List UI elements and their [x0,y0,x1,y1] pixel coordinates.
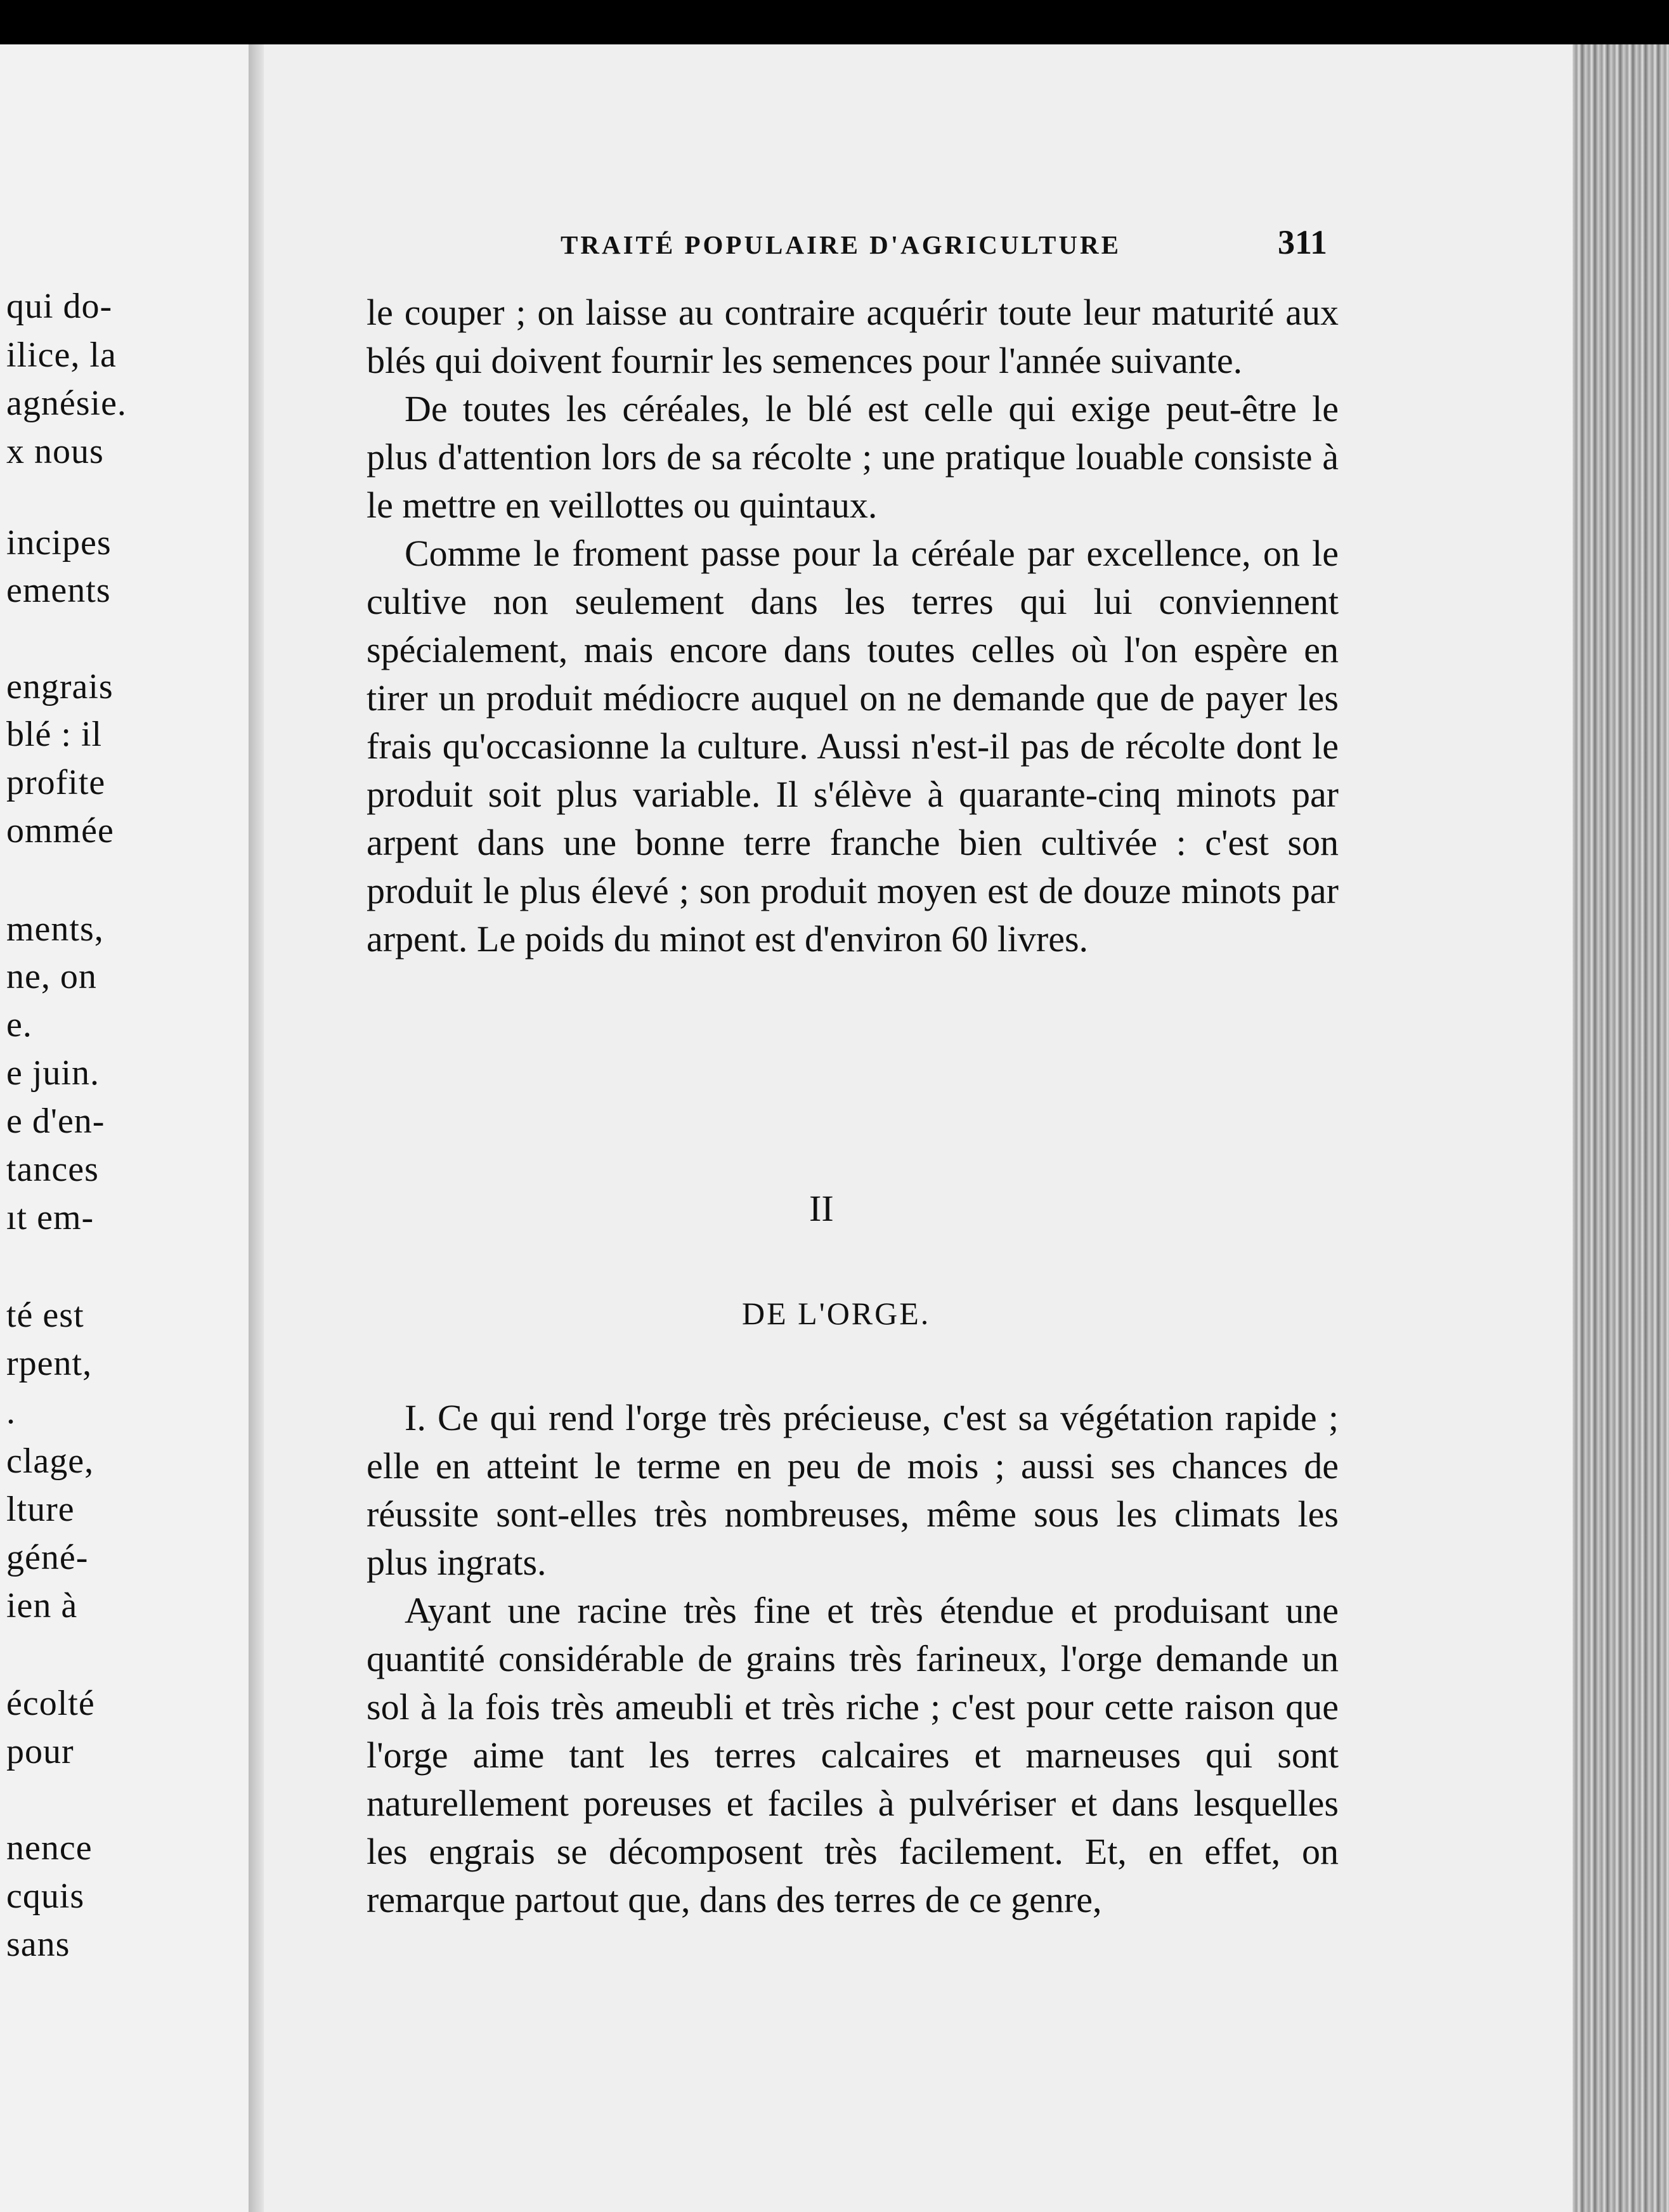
left-page-line: incipes [6,523,112,563]
page-number: 311 [1278,223,1328,261]
left-page-line: tances [6,1150,99,1189]
left-page-line: pour [6,1732,74,1771]
left-page-line: ien à [6,1586,78,1625]
paragraph: I. Ce qui rend l'orge très précieuse, c'est sa végétation rapide ; elle en atteint le terme en peu de mois ; aussi ses chances de réussite sont-elles très nombreuses, même sous les climats les plus ingrats. [367,1397,1339,1583]
paragraph: Ayant une racine très fine et très étendue et produisant une quantité considérable de grains très farineux, l'orge demande un sol à la fois très ameubli et très riche ; c'est pour cette raison que l'orge aime tant les terres calcaires et marneuses qui sont naturellement poreuses et faciles à pulvériser et dans lesquelles les engrais se décomposent très facilement. Et, en effet, on remarque partout que, dans des terres de ce genre, [367,1590,1339,1920]
left-page-line: x nous [6,432,104,471]
left-page-line: lture [6,1490,75,1529]
left-page-line: e juin. [6,1053,100,1093]
paragraph: le couper ; on laisse au contraire acquérir toute leur maturité aux blés qui doivent fournir les semences pour l'année suivante. [367,292,1339,381]
left-page-line: ommée [6,811,114,850]
left-page-line: ilice, la [6,335,117,375]
left-page-line: écolté [6,1684,95,1723]
section-number: II [809,1188,834,1229]
left-page-line: ne, on [6,957,97,996]
page-gutter [249,44,264,2212]
left-page-line: qui do- [6,287,113,326]
text-block-bottom [367,1394,1339,1924]
left-page-line: sans [6,1925,70,1964]
left-page [0,44,249,2212]
left-page-line: profite [6,763,106,802]
text-block-top [367,289,1339,963]
left-page-line: géné- [6,1538,89,1577]
section-title: DE L'ORGE. [742,1296,931,1331]
left-page-line: ıt em- [6,1198,94,1237]
left-page-line: e. [6,1005,32,1044]
left-page-line: ments, [6,909,104,949]
left-page-line: clage, [6,1441,94,1481]
running-head: TRAITÉ POPULAIRE D'AGRICULTURE [561,230,1121,259]
left-page-line: blé : il [6,715,103,754]
book-page-edge [1573,44,1669,2212]
left-page-line: rpent, [6,1344,93,1383]
left-page-line: nence [6,1828,93,1868]
left-page-line: e d'en- [6,1102,105,1141]
paragraph: De toutes les céréales, le blé est celle qui exige peut-être le plus d'attention lors de sa récolte ; une pratique louable consiste à le mettre en veillottes ou quintaux. [367,388,1339,526]
left-page-line: ements [6,571,111,610]
left-page-line: té est [6,1296,84,1335]
left-page-line: cquis [6,1877,85,1916]
paragraph: Comme le froment passe pour la céréale par excellence, on le cultive non seulement dans les terres qui lui conviennent spécialement, mais encore dans toutes celles où l'on espère en tirer un produit médiocre auquel on ne demande que de payer les frais qu'occasionne la culture. Aussi n'est-il pas de récolte dont le produit soit plus variable. Il s'élève à quarante-cinq minots par arpent dans une bonne terre franche bien cultivée : c'est son produit le plus élevé ; son produit moyen est de douze minots par arpent. Le poids du minot est d'environ 60 livres. [367,533,1339,960]
left-page-line: . [6,1392,16,1431]
left-page-line: agnésie. [6,384,127,423]
left-page-line: engrais [6,667,114,706]
